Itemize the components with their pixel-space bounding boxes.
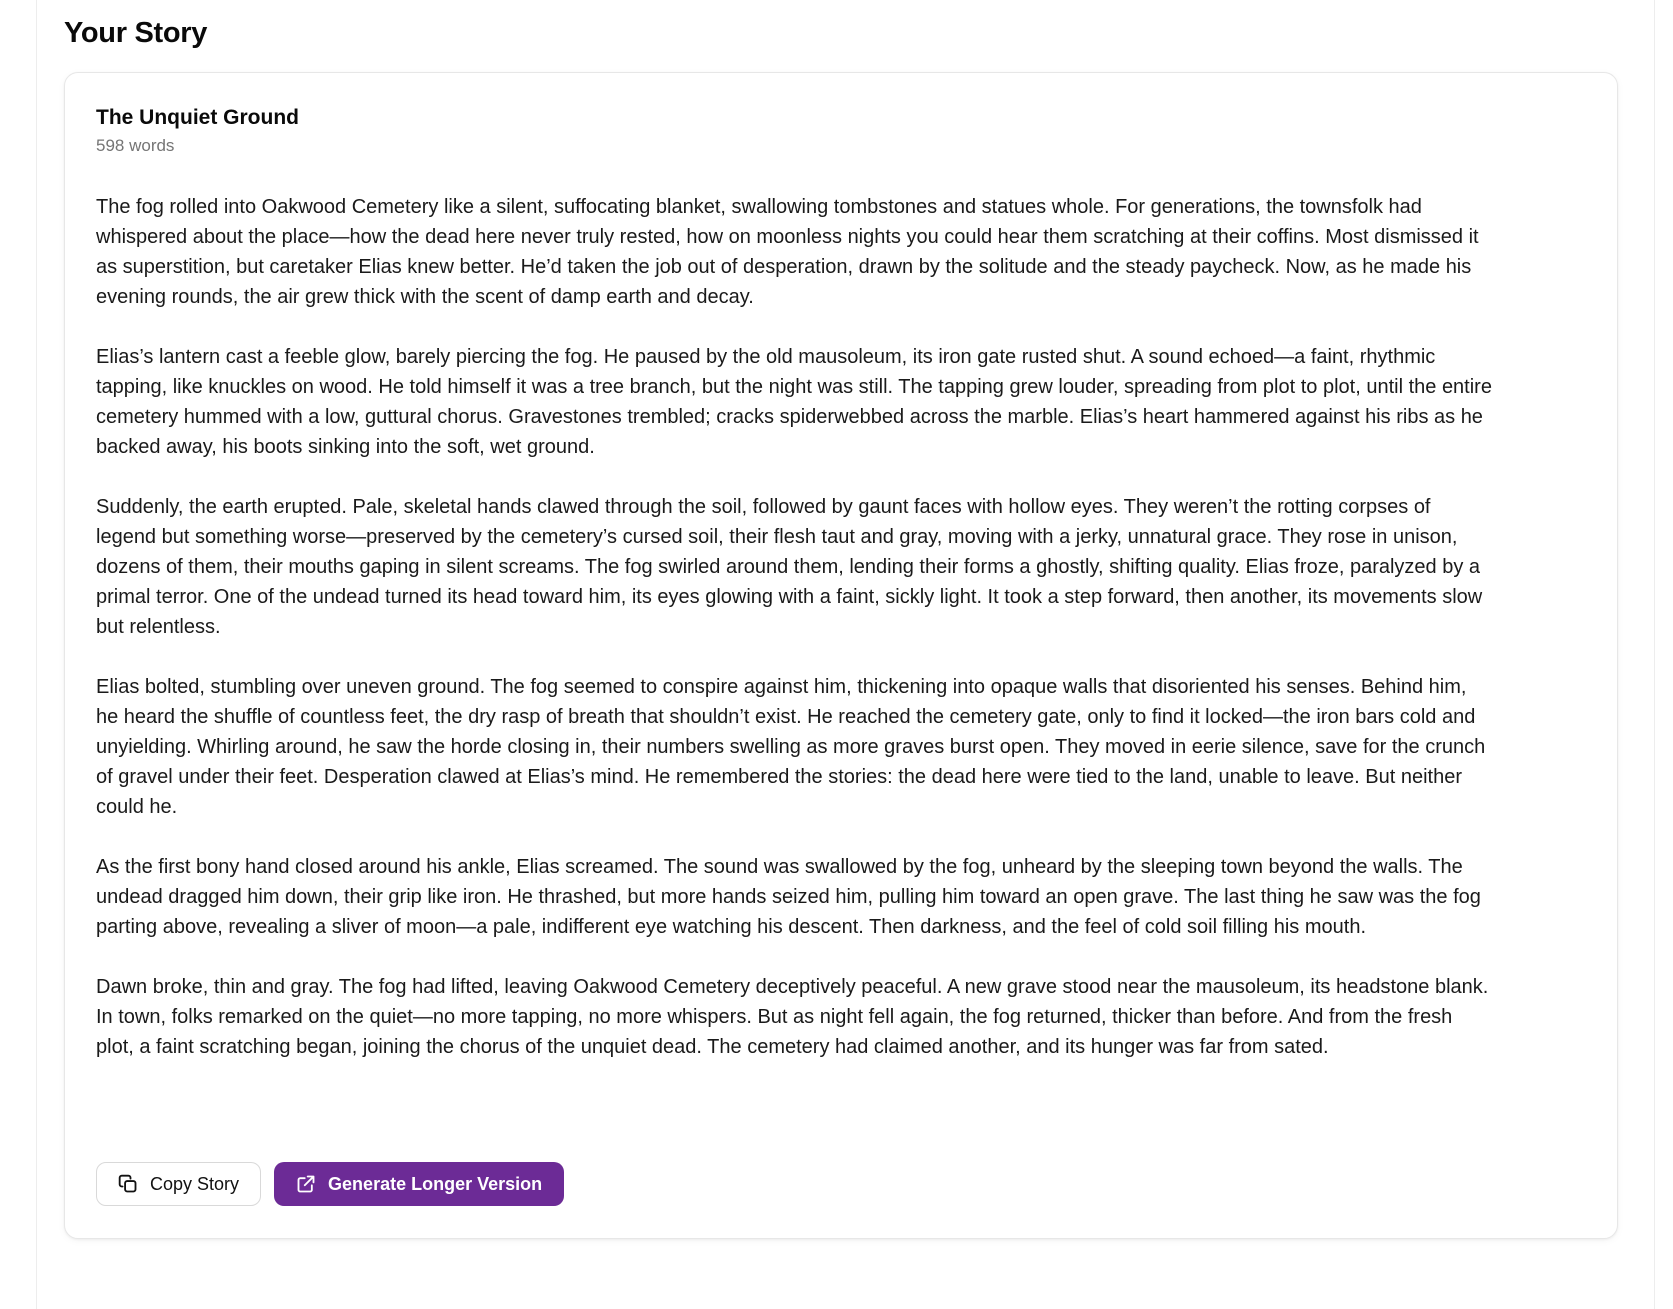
story-paragraph: As the first bony hand closed around his ankle, Elias screamed. The sound was swallowed by the fog, unheard by the sleeping town beyond the walls. The undead dragged him down, their grip like iron. He thrashed, but more hands seized him, pulling him toward an open grave. The last thing he saw was the fog parting above, revealing a sliver of moon—a pale, indifferent eye watching his descent. Then darkness, and the feel of cold soil filling his mouth. [96, 856, 1481, 938]
story-paragraph: Elias’s lantern cast a feeble glow, barely piercing the fog. He paused by the old mausoleum, its iron gate rusted shut. A sound echoed—a faint, rhythmic tapping, like knuckles on wood. He told himself it was a tree branch, but the night was still. The tapping grew louder, spreading from plot to plot, until the entire cemetery hummed with a low, guttural chorus. Gravestones trembled; cracks spiderwebbed across the marble. Elias’s heart hammered against his ribs as he backed away, his boots sinking into the soft, wet ground. [96, 346, 1492, 458]
word-count: 598 words [96, 136, 175, 155]
story-paragraph: The fog rolled into Oakwood Cemetery like a silent, suffocating blanket, swallowing tombstones and statues whole. For generations, the townsfolk had whispered about the place—how the dead here never truly rested, how on moonless nights you could hear them scratching at their coffins. Most dismissed it as superstition, but caretaker Elias knew better. He’d taken the job out of desperation, drawn by the solitude and the steady paycheck. Now, as he made his evening rounds, the air grew thick with the scent of damp earth and decay. [96, 196, 1479, 308]
generate-longer-version-button[interactable] [274, 1162, 564, 1206]
copy-icon [118, 1174, 138, 1194]
story-paragraph: Suddenly, the earth erupted. Pale, skeletal hands clawed through the soil, followed by gaunt faces with hollow eyes. They weren’t the rotting corpses of legend but something worse—preserved by the cemetery’s cursed soil, their flesh taut and gray, moving with a jerky, unnatural grace. They rose in unison, dozens of them, their mouths gaping in silent screams. The fog swirled around them, lending their forms a ghostly, shifting quality. Elias froze, paralyzed by a primal terror. One of the undead turned its head toward him, its eyes glowing with a faint, sickly light. It took a step forward, then another, its movements slow but relentless. [96, 496, 1483, 638]
external-link-icon [296, 1174, 316, 1194]
story-paragraph: Elias bolted, stumbling over uneven ground. The fog seemed to conspire against him, thickening into opaque walls that disoriented his senses. Behind him, he heard the shuffle of countless feet, the dry rasp of breath that shouldn’t exist. He reached the cemetery gate, only to find it locked—the iron bars cold and unyielding. Whirling around, he saw the horde closing in, their numbers swelling as more graves burst open. They moved in eerie silence, save for the crunch of gravel under their feet. Desperation clawed at Elias’s mind. He remembered the stories: the dead here were tied to the land, unable to leave. But neither could he. [96, 676, 1486, 818]
generate-longer-version-label: Generate Longer Version [328, 1173, 543, 1194]
story-paragraph: Dawn broke, thin and gray. The fog had lifted, leaving Oakwood Cemetery deceptively peaceful. A new grave stood near the mausoleum, its headstone blank. In town, folks remarked on the quiet—no more tapping, no more whispers. But as night fell again, the fog returned, thicker than before. And from the fresh plot, a faint scratching began, joining the chorus of the unquiet dead. The cemetery had claimed another, and its hunger was far from sated. [96, 976, 1489, 1058]
copy-story-label: Copy Story [150, 1173, 240, 1194]
story-body [96, 192, 1494, 1062]
page-title: Your Story [64, 17, 208, 49]
story-title: The Unquiet Ground [96, 106, 299, 129]
page-container [36, 0, 1655, 1309]
actions-row [96, 1162, 1586, 1206]
copy-story-button[interactable] [96, 1162, 261, 1206]
story-card [64, 72, 1618, 1239]
